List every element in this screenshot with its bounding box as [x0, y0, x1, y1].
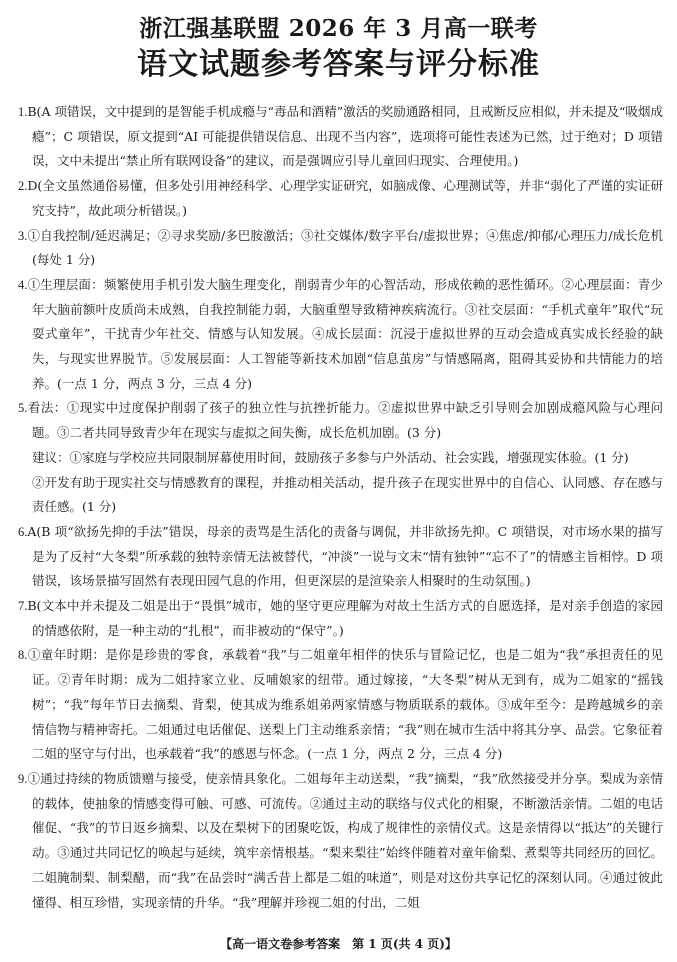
page-subtitle: 语文试题参考答案与评分标准 [137, 47, 540, 82]
answer-number: 2. [18, 179, 28, 194]
answer-text: B(文本中并未提及二姐是出于“畏惧”城市，她的坚守更应理解为对故土生活方式的自愿选择，是对亲手创造的家园的情感依附，是一种主动的“扎根”，而非被动的“保守”。) [27, 598, 663, 638]
answer-text: ①生理层面：频繁使用手机引发大脑生理变化，削弱青少年的心智活动，形成依赖的恶性循环。②心理层面：青少年大脑前额叶皮质尚未成熟，自我控制能力弱，大脑重塑导致精神疾病流行。③社交层面：“手机式童年”取代“玩耍式童年”，干扰青少年社交、情感与认知发展。④成长层面：沉浸于虚拟世界的互动会造成真实成长经验的缺失，与现实世界脱节。⑤发展层面：人工智能等新技术加剧“信息茧房”与情感隔离，阻碍其妥协和共情能力的培养。(一点 1 分，两点 3 分，三点 4 分) [27, 276, 663, 391]
answer-text: ①童年时期：是你是珍贵的零食，承载着“我”与二姐童年相伴的快乐与冒险记忆，也是二姐为“我”承担责任的见证。②青年时期：成为二姐持家立业、反哺娘家的纽带。通过嫁接，“大冬梨”树从无到有，成为二姐家的“摇钱树”；“我”每年节日去摘梨、背梨，使其成为维系姐弟两家情感与物质联系的载体。③成年至今：是跨越城乡的亲情信物与精神寄托。二姐通过电话催促、送梨上门主动维系亲情；“我”则在城市生活中将其分享、品尝。它象征着二姐的坚守与付出，也承载着“我”的感恩与怀念。(一点 1 分，两点 2 分，三点 4 分) [27, 647, 663, 762]
answer-number: 9. [18, 771, 28, 786]
answer-number: 5. [18, 401, 28, 416]
page-footer: 【高一语文卷参考答案 第 1 页(共 4 页)】 [220, 937, 457, 951]
answer-number: 1. [18, 105, 28, 119]
page-title: 浙江强基联盟 2026 年 3 月高一联考 [139, 15, 538, 42]
answer-number: 3. [18, 228, 28, 243]
answer-number: 8. [18, 648, 28, 663]
answer-number: 7. [18, 599, 28, 614]
answer-item-4 [18, 273, 663, 397]
answer-text: D(全文虽然通俗易懂，但多处引用神经科学、心理学实证研究，如脑成像、心理测试等，并非“弱化了严谨的实证研究支持”，故此项分析错误。) [27, 178, 663, 218]
answer-text: 看法：①现实中过度保护削弱了孩子的独立性与抗挫折能力。②虚拟世界中缺乏引导则会加剧成瘾风险与心理问题。③二者共同导致青少年在现实与虚拟之间失衡，成长危机加剧。(3 分) [27, 400, 663, 441]
answer-number: 6. [18, 524, 28, 539]
answer-item-1 [18, 100, 663, 174]
answer-item-5 [18, 396, 663, 445]
answer-number: 4. [18, 277, 28, 292]
answer-text: ①自我控制/延迟满足；②寻求奖励/多巴胺激活；③社交媒体/数字平台/虚拟世界；④焦虑/抑郁/心理压力/成长危机(每处 1 分) [27, 227, 663, 268]
answer-item-5-suggestion-2: ②开发有助于现实社交与情感教育的课程，并推动相关活动，提升孩子在现实世界中的自信心、认同感、存在感与责任感。(1 分) [32, 474, 663, 515]
answer-item-7 [18, 594, 663, 643]
answer-item-8 [18, 643, 663, 767]
answer-item-5-suggestion-1: 建议：①家庭与学校应共同限制屏幕使用时间，鼓励孩子多参与户外活动、社会实践，增强现实体验。(1 分) [32, 449, 629, 465]
answer-text: A(B 项“欲扬先抑的手法”错误，母亲的责骂是生活化的责备与调侃，并非欲扬先抑。C 项错误，对市场水果的描写是为了反衬“大冬梨”所承载的独特亲情无法被替代，“冲淡”一说与文末“情有独钟”“忘不了”的情感主旨相悖。D 项错误，该场景描写固然有表现田园气息的作用，但更深层的是渲染亲人相聚时的生动氛围。) [27, 523, 663, 589]
answer-item-6 [18, 520, 663, 594]
answer-text: ①通过持续的物质馈赠与接受，使亲情具象化。二姐每年主动送梨，“我”摘梨，“我”欣然接受并分享。梨成为亲情的载体，使抽象的情感变得可触、可感、可流传。②通过主动的联络与仪式化的相聚，不断激活亲情。二姐的电话催促、“我”的节日返乡摘梨、以及在梨树下的团聚吃饭，构成了规律性的亲情仪式。这是亲情得以“抵达”的关键行动。③通过共同记忆的唤起与延续，筑牢亲情根基。“梨来梨往”始终伴随着对童年偷梨、煮梨等共同经历的回忆。二姐腌制梨、制梨醋，而“我”在品尝时“满舌昔上都是二姐的味道”，则是对这份共享记忆的深刻认同。④通过彼此懂得、相互珍惜，实现亲情的升华。“我”理解并珍视二姐的付出，二姐 [27, 770, 663, 910]
answer-text: B(A 项错误，文中提到的是智能手机成瘾与“毒品和酒精”激活的奖励通路相同，且戒断反应相似，并未提及“吸烟成瘾”；C 项错误，原文提到“AI 可能提供错误信息、出现不当内容”，选项将可能性表述为已然，过于绝对；D 项错误，文中未提出“禁止所有联网设备”的建议，而是强调应引导儿童回归现实、合理使用。) [27, 104, 663, 169]
answer-list [18, 100, 663, 915]
answer-item-9 [18, 767, 663, 915]
answer-item-3 [18, 224, 663, 273]
answer-item-2 [18, 174, 663, 223]
